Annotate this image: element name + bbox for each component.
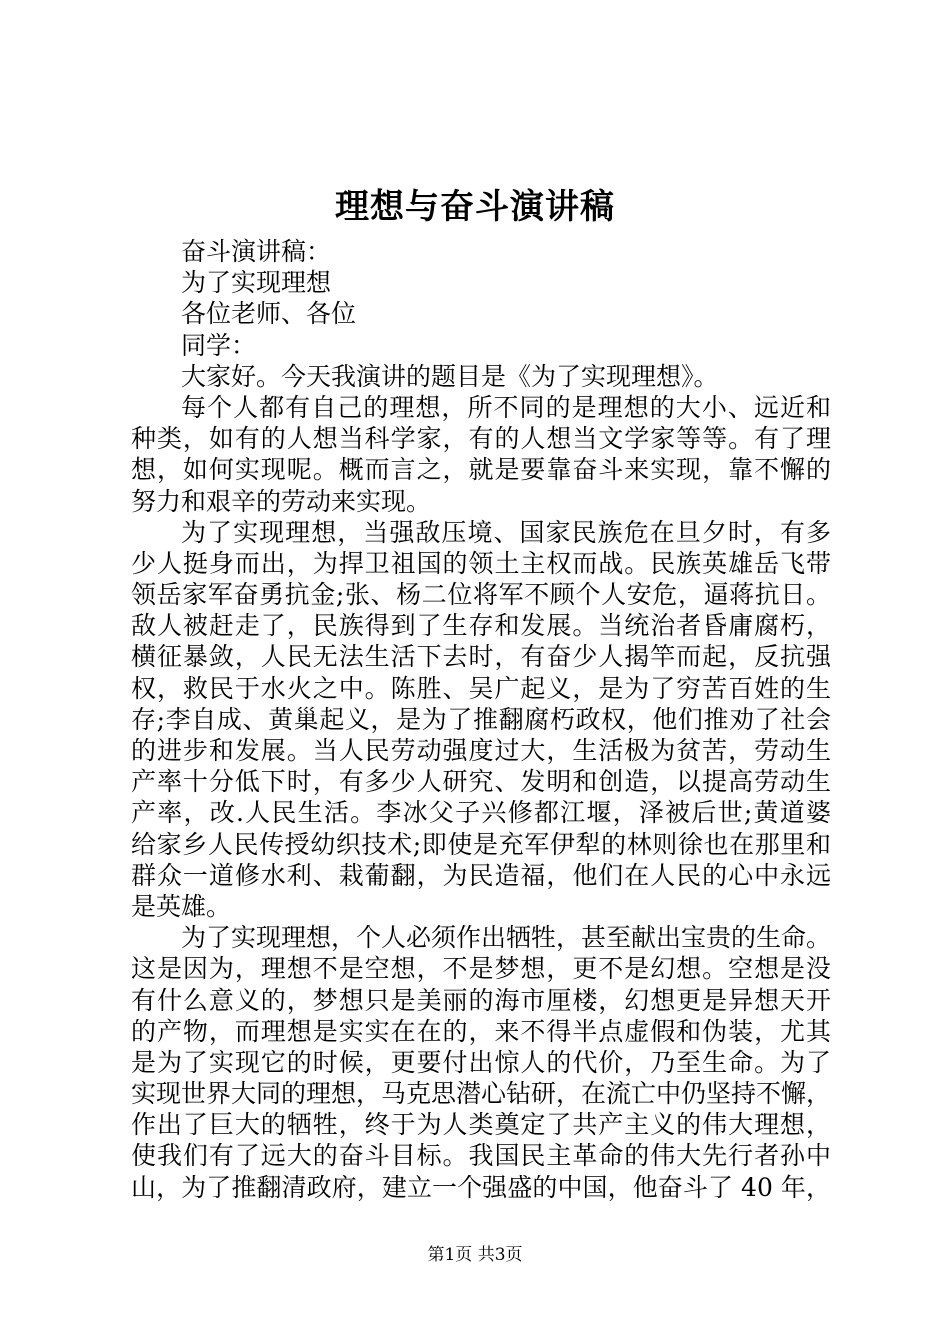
text-line: 权，救民于水火之中。陈胜、吴广起义，是为了穷苦百姓的生	[131, 673, 831, 703]
text-line: 同学：	[181, 330, 257, 360]
text-line: 山，为了推翻清政府，建立一个强盛的中国，他奋斗了 40 年，	[131, 1172, 831, 1202]
text-line: 是为了实现它的时候，更要付出惊人的代价，乃至生命。为了	[131, 1047, 831, 1077]
text-line: 存;李自成、黄巢起义，是为了推翻腐朽政权，他们推劝了社会	[131, 704, 831, 734]
text-line: 为了实现理想，当强敌压境、国家民族危在旦夕时，有多	[181, 517, 831, 547]
text-line: 领岳家军奋勇抗金;张、杨二位将军不顾个人安危，逼蒋抗日。	[131, 580, 831, 610]
text-line: 作出了巨大的牺牲，终于为人类奠定了共产主义的伟大理想，	[131, 1110, 831, 1140]
page-title: 理想与奋斗演讲稿	[335, 187, 615, 227]
text-line: 实现世界大同的理想，马克思潜心钻研，在流亡中仍坚持不懈，	[131, 1079, 831, 1109]
text-line: 每个人都有自己的理想，所不同的是理想的大小、远近和	[181, 392, 831, 422]
text-line: 敌人被赶走了，民族得到了生存和发展。当统治者昏庸腐朽，	[131, 611, 831, 641]
text-line: 奋斗演讲稿：	[181, 237, 332, 266]
text-line: 产率，改.人民生活。李冰父子兴修都江堰，泽被后世;黄道婆	[131, 798, 831, 828]
document-body	[131, 236, 831, 1203]
text-line: 的进步和发展。当人民劳动强度过大，生活极为贫苦，劳动生	[131, 736, 831, 765]
text-line: 横征暴敛，人民无法生活下去时，有奋少人揭竿而起，反抗强	[131, 642, 831, 672]
text-line: 种类，如有的人想当科学家，有的人想当文学家等等。有了理	[131, 424, 831, 454]
text-line: 想，如何实现呢。概而言之，就是要靠奋斗来实现，靠不懈的	[131, 455, 831, 485]
text-line: 为了实现理想	[181, 268, 332, 298]
text-line: 少人挺身而出，为捍卫祖国的领土主权而战。民族英雄岳飞带	[131, 548, 831, 578]
text-line: 有什么意义的，梦想只是美丽的海市厘楼，幻想更是异想天开	[131, 985, 831, 1015]
text-line: 产率十分低下时，有多少人研究、发明和创造，以提高劳动生	[131, 767, 831, 797]
text-line: 努力和艰辛的劳动来实现。	[131, 486, 432, 516]
text-line: 为了实现理想，个人必须作出牺牲，甚至献出宝贵的生命。	[181, 923, 831, 953]
text-line: 给家乡人民传授幼织技术;即使是充军伊犁的林则徐也在那里和	[131, 829, 831, 859]
text-line: 使我们有了远大的奋斗目标。我国民主革命的伟大先行者孙中	[131, 1141, 831, 1171]
text-line: 这是因为，理想不是空想，不是梦想，更不是幻想。空想是没	[131, 954, 831, 984]
text-line: 各位老师、各位	[181, 299, 357, 329]
text-line: 大家好。今天我演讲的题目是《为了实现理想》。	[181, 361, 719, 391]
page-footer: 第1页 共3页	[427, 1245, 523, 1265]
text-line: 的产物，而理想是实实在在的，来不得半点虚假和伪装，尤其	[131, 1016, 831, 1046]
text-line: 群众一道修水利、栽葡翻，为民造福，他们在人民的心中永远	[131, 860, 831, 890]
text-line: 是英雄。	[131, 891, 232, 921]
